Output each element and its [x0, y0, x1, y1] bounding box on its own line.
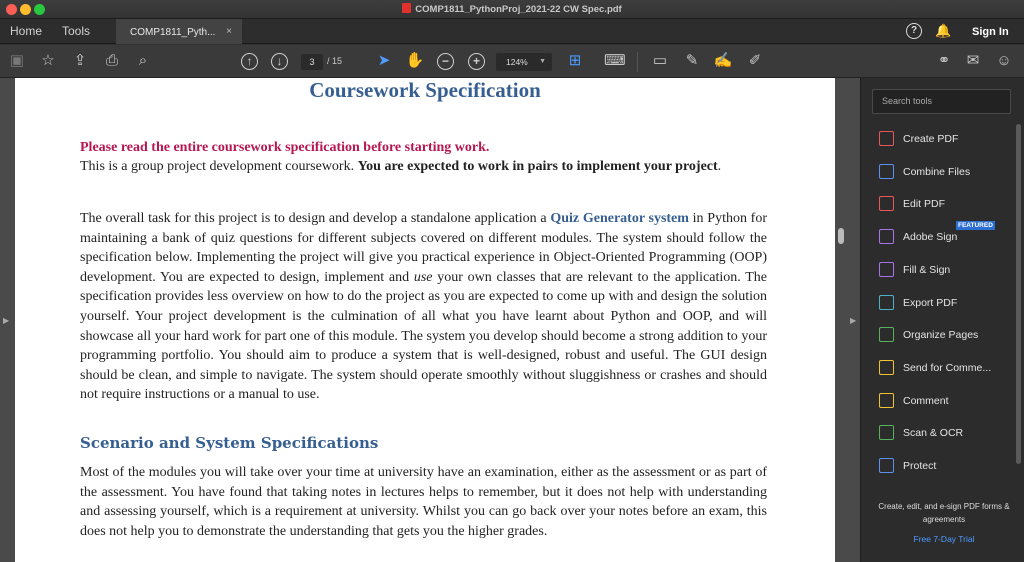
tool-create-pdf[interactable] — [879, 131, 1019, 151]
email-icon[interactable]: ✉ — [966, 52, 980, 69]
tool-scan-ocr[interactable] — [879, 425, 1019, 445]
paragraph-scenario: Most of the modules you will take over your time at university have an examination, either as the assessment or as part of the assessment. You have found that taking notes in lectures helps to remember, but it does not help with understanding and assessing yourself, which is a requirement at university. Whilst you can go back over your notes before an exam, this does not help you to demonstrate the understanding that gets you the higher grades. — [80, 465, 767, 539]
save-icon[interactable]: ▣ — [9, 52, 25, 69]
tab-document-label: COMP1811_Pyth... — [130, 27, 216, 38]
tool-label: Create PDF — [903, 133, 959, 145]
p1-b: in Python for maintaining a bank of quiz questions for different subjects covered on different modules. The system should follow the specification below. Implementing the project will give you practical experience in Object-Oriented Programming (OOP) development. You are expected to design, implement and — [80, 211, 768, 285]
tool-label: Comment — [903, 394, 949, 407]
p1-italic: use — [413, 269, 433, 285]
comment-icon[interactable]: ▭ — [652, 52, 668, 69]
tool-fill-sign[interactable] — [879, 262, 1019, 282]
zoom-out-icon[interactable]: − — [437, 53, 454, 70]
page-title: Coursework Specification — [309, 78, 541, 102]
panel-scrollbar[interactable] — [1016, 124, 1021, 464]
tool-organize-pages[interactable] — [879, 327, 1019, 347]
tool-label: Organize Pages — [903, 329, 979, 342]
intro-plain: This is a group project development coursework. — [80, 159, 358, 174]
send-for-comme-icon — [879, 360, 894, 375]
toolbar — [0, 45, 1024, 78]
free-trial-link[interactable]: Free 7-Day Trial — [913, 534, 975, 544]
keyboard-icon[interactable]: ⌨ — [604, 52, 626, 69]
page-number-input[interactable]: 3 — [301, 54, 323, 70]
pdf-file-icon — [402, 3, 411, 13]
zoom-search-icon[interactable]: ⌕ — [138, 52, 148, 69]
export-pdf-icon — [879, 295, 894, 310]
pdf-page — [15, 78, 835, 562]
zoom-in-icon[interactable]: + — [468, 53, 485, 70]
chevron-down-icon: ▼ — [539, 58, 546, 65]
tool-export-pdf[interactable] — [879, 295, 1019, 315]
promo-text: Create, edit, and e-sign PDF forms & agreements — [878, 502, 1010, 524]
sign-in-button[interactable]: Sign In — [972, 26, 1009, 38]
window-title: COMP1811_PythonProj_2021-22 CW Spec.pdf — [415, 4, 622, 15]
tab-tools[interactable]: Tools — [62, 24, 91, 38]
highlight-pen-icon[interactable]: ✎ — [685, 52, 699, 69]
tool-protect[interactable] — [879, 458, 1019, 478]
title-bar — [0, 0, 1024, 19]
adobe-sign-icon — [879, 229, 894, 244]
add-user-icon[interactable]: ☺ — [996, 52, 1012, 69]
search-tools-input[interactable]: Search tools — [872, 89, 1011, 114]
section-heading: Scenario and System Specifications — [80, 434, 379, 452]
tool-edit-pdf[interactable] — [879, 196, 1019, 216]
create-pdf-icon — [879, 131, 894, 146]
tool-label: Fill & Sign — [903, 263, 951, 276]
tab-home[interactable]: Home — [10, 24, 43, 38]
tool-label: Protect — [903, 460, 937, 472]
zoom-level-select[interactable] — [496, 53, 552, 71]
draw-icon[interactable]: ✍ — [713, 52, 733, 69]
tab-close-icon[interactable]: × — [226, 26, 232, 37]
hand-tool-icon[interactable]: ✋ — [405, 52, 425, 69]
toolbar-divider — [637, 52, 638, 72]
tool-send-for-comme[interactable] — [879, 360, 1019, 380]
intro-bold: You are expected to work in pairs to implement your project — [357, 159, 718, 174]
featured-badge: FEATURED — [958, 222, 993, 229]
next-page-icon[interactable]: ↓ — [271, 53, 288, 70]
select-cursor-icon[interactable]: ➤ — [377, 52, 391, 69]
tools-panel — [860, 78, 1024, 562]
p1-highlight: Quiz Generator system — [550, 211, 689, 226]
intro-text — [80, 159, 721, 175]
tool-label: Edit PDF — [903, 198, 946, 211]
fill-sign-icon — [879, 262, 894, 277]
edit-pdf-icon — [879, 196, 894, 211]
tool-comment[interactable] — [879, 393, 1019, 413]
protect-icon — [879, 458, 894, 473]
tab-document[interactable] — [116, 19, 242, 44]
tool-label: Adobe Sign — [903, 231, 958, 244]
p1-c: your own classes that are relevant to the application. The specification provides less overview on how to do the project as you are expected to come up with and design the solution yourself. Your project development is the culmination of all what you have learnt about Python and OOP, and will showcase all your hard work for part one of this module. The system you develop should become a strong addition to your programming portfolio. You should aim to produce a system that is well-designed, robust and useful. The GUI design should be clean, and simple to navigate. The system should operate smoothly without sluggishness or crashes and should not require instructions or a manual to use. — [80, 269, 767, 403]
print-icon[interactable]: ⎙ — [105, 52, 118, 69]
document-scrollbar[interactable] — [838, 228, 844, 244]
previous-page-icon[interactable]: ↑ — [241, 53, 258, 70]
p1-a: The overall task for this project is to design and develop a standalone application a — [80, 211, 551, 226]
comment-icon — [879, 393, 894, 408]
organize-pages-icon — [879, 327, 894, 342]
tool-combine-files[interactable] — [879, 164, 1019, 184]
bookmark-star-icon[interactable]: ☆ — [41, 52, 55, 69]
upload-cloud-icon[interactable]: ⇪ — [73, 52, 87, 69]
combine-files-icon — [879, 164, 894, 179]
intro-end: . — [717, 159, 722, 174]
notice-text: Please read the entire coursework specification before starting work. — [80, 140, 490, 155]
paragraph-overview — [80, 209, 767, 405]
collapse-left-arrow-icon[interactable]: ▶ — [3, 316, 10, 325]
tool-adobe-sign[interactable] — [879, 229, 1019, 249]
page-total: / 15 — [327, 56, 343, 66]
collapse-right-arrow-icon[interactable]: ▶ — [850, 316, 857, 325]
bell-icon[interactable]: 🔔 — [935, 23, 952, 38]
fit-page-icon[interactable]: ⊞ — [568, 52, 582, 69]
tab-bar — [0, 19, 1024, 44]
tool-label: Send for Comme... — [903, 361, 992, 374]
tool-label: Combine Files — [903, 165, 971, 178]
help-icon[interactable]: ? — [906, 23, 922, 39]
zoom-level: 124% — [506, 57, 528, 67]
tool-label: Export PDF — [903, 296, 958, 309]
document-area[interactable] — [0, 78, 860, 562]
tool-label: Scan & OCR — [903, 427, 964, 440]
stamp-icon[interactable]: ✐ — [748, 52, 762, 69]
share-link-icon[interactable]: ⚭ — [937, 52, 951, 69]
scan-ocr-icon — [879, 425, 894, 440]
